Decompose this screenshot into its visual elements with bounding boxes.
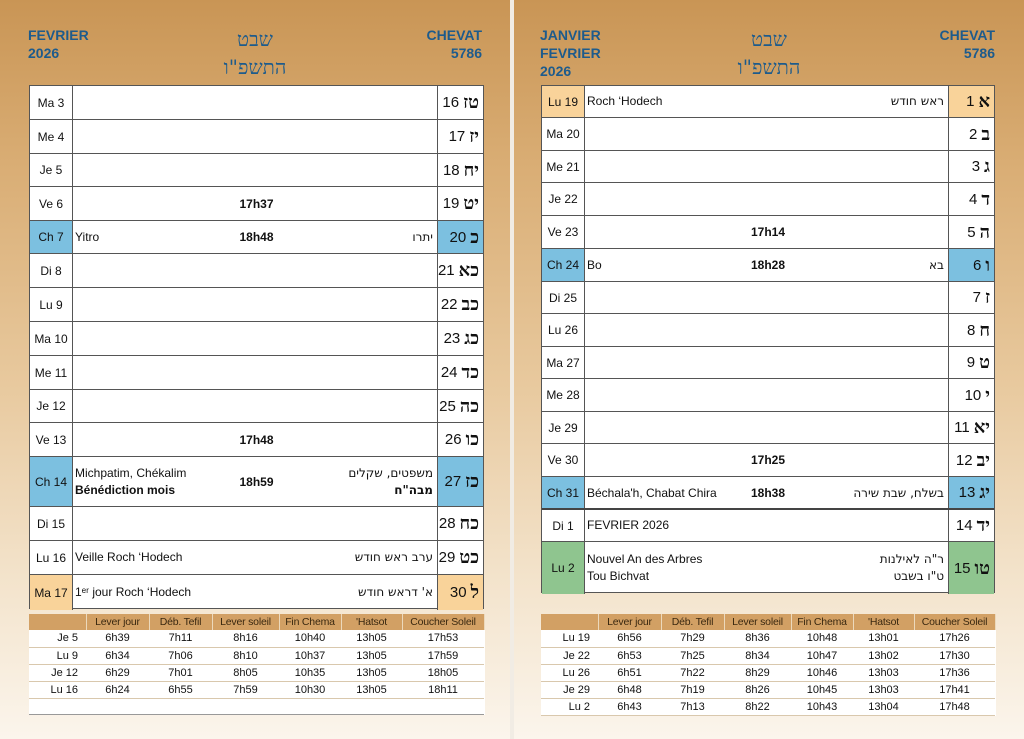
table-cell: 13h05 [341,681,402,698]
hebrew-date [437,423,483,456]
hebrew-date [437,254,483,287]
right-page [514,0,1024,739]
hebrew-day-letters: יג [979,482,990,503]
day-row [30,322,483,356]
hebrew-day-number: 6 [973,256,982,274]
candle-time: 17h25 [750,453,786,467]
event-hebrew: ערב ראש חודש [354,550,433,564]
table-cell: 8h10 [212,647,279,664]
table-cell: 8h29 [724,664,791,681]
event-french: Michpatim, Chékalim [75,466,187,480]
table-cell: 7h06 [149,647,212,664]
table-row [541,647,995,664]
table-cell: 8h16 [212,630,279,647]
hebrew-date [948,282,994,313]
table-cell: Je 29 [541,681,598,698]
hebrew-day-letters: יט [463,193,479,214]
hebrew-date [948,347,994,378]
hebrew-day-number: 22 [440,296,458,313]
weekday-date: Lu 9 [30,288,73,321]
hebrew-date [948,379,994,411]
column-header: Coucher Soleil [402,614,484,630]
event-french: Yitro [75,229,100,244]
day-row [542,216,994,249]
hebrew-date [437,507,483,540]
hebrew-day-number: 12 [955,451,973,469]
table-cell: Je 22 [541,647,598,664]
candle-time: 18h38 [750,485,786,500]
table-row [29,664,484,681]
zmanim-table [541,614,996,716]
event-hebrew: ראש חודש [890,94,944,108]
hebrew-day-number: 13 [958,484,976,501]
table-cell: 13h01 [853,630,914,647]
hebrew-day-letters: טו [974,557,990,579]
day-row [30,154,483,187]
table-cell: 8h36 [724,630,791,647]
column-header: Fin Chema [791,614,853,630]
hebrew-date [437,154,483,186]
table-cell: 7h13 [661,698,724,715]
table-cell: 10h45 [791,681,853,698]
hebrew-day-number: 24 [440,364,458,381]
day-row [30,288,483,322]
column-header [541,614,598,630]
hebrew-day-letters: טז [463,92,479,113]
hebrew-day-number: 30 [449,584,467,601]
weekday-date: Ve 23 [542,216,585,248]
table-cell: 10h40 [279,630,341,647]
event-hebrew-secondary: ט"ו בשבט [893,569,944,583]
event-hebrew: בא [929,257,944,272]
table-cell: 8h34 [724,647,791,664]
event-hebrew-secondary: מבה"ח [394,483,433,497]
table-cell: 8h05 [212,664,279,681]
day-row [30,423,483,457]
table-cell: 6h53 [598,647,661,664]
table-cell: Lu 19 [541,630,598,647]
table-cell: 10h48 [791,630,853,647]
table-cell: 10h35 [279,664,341,681]
table-cell: 17h36 [914,664,995,681]
hebrew-day-number: 18 [442,161,460,179]
hebrew-date [948,510,994,541]
event-hebrew: יתרו [412,229,433,244]
weekday-date: Di 1 [542,510,585,541]
table-cell: 17h59 [402,647,484,664]
table-row [541,664,995,681]
hebrew-day-number: 23 [443,330,461,347]
left-page [0,0,510,739]
hebrew-day-number: 25 [439,397,456,415]
table-row [541,681,995,698]
hebrew-day-number: 15 [953,559,971,577]
table-cell: 10h37 [279,647,341,664]
day-row [542,249,994,282]
weekday-date: Ch 7 [30,221,73,253]
hebrew-date [437,187,483,220]
table-row [29,630,484,647]
weekday-date: Di 8 [30,254,73,287]
table-cell: Je 5 [29,630,86,647]
table-cell: 17h30 [914,647,995,664]
column-header: Lever jour [598,614,661,630]
table-cell: Lu 9 [29,647,86,664]
hebrew-day-letters: ל [470,582,479,603]
weekday-date: Lu 26 [542,314,585,346]
table-cell: 6h48 [598,681,661,698]
hebrew-day-number: 4 [968,190,978,208]
day-row [542,183,994,216]
day-row [542,412,994,444]
hebrew-date [437,322,483,355]
table-cell: 10h43 [791,698,853,715]
table-cell: 17h41 [914,681,995,698]
hebrew-date [437,120,483,153]
month-title: FEVRIER 2026 [28,27,89,61]
hebrew-date [437,390,483,422]
event-french: 1ᵉʳ jour Roch ‘Hodech [75,584,192,599]
candle-time: 18h28 [750,258,786,272]
hebrew-day-letters: כ [470,226,479,248]
day-row [30,221,483,254]
weekday-date: Je 29 [542,412,585,443]
table-cell: 17h48 [914,698,995,715]
hebrew-day-letters: יא [973,417,990,438]
hebrew-day-letters: א [978,91,990,112]
hebrew-day-number: 19 [442,195,460,212]
hebrew-month-latin: CHEVAT 5786 [939,27,995,61]
hebrew-day-letters: ח [979,319,990,341]
hebrew-day-number: 17 [448,128,466,145]
hebrew-date [437,288,483,321]
event-french: Roch ‘Hodech [587,94,663,108]
hebrew-day-number: 20 [449,228,467,246]
weekday-date: Di 25 [542,282,585,313]
table-cell: 7h11 [149,630,212,647]
table-cell: 17h53 [402,630,484,647]
column-header: Lever jour [86,614,149,630]
weekday-date: Me 11 [30,356,73,389]
hebrew-date [437,457,483,506]
hebrew-day-number: 9 [966,354,976,371]
table-cell: 6h39 [86,630,149,647]
event-french: Bo [587,257,602,272]
table-row [29,681,484,698]
zmanim-table [29,614,485,715]
weekday-date: Ve 6 [30,187,73,220]
hebrew-day-number: 29 [438,549,456,566]
event-french: FEVRIER 2026 [587,518,670,532]
hebrew-day-letters: יח [463,159,479,181]
table-cell: 8h26 [724,681,791,698]
hebrew-day-letters: כט [459,547,479,568]
table-header-row [29,614,484,630]
weekday-date: Je 22 [542,183,585,215]
hebrew-day-letters: ג [984,156,990,177]
table-cell: 7h59 [212,681,279,698]
hebrew-day-number: 3 [971,158,981,175]
weekday-date: Di 15 [30,507,73,540]
hebrew-day-letters: ז [984,287,990,308]
weekday-date: Je 5 [30,154,73,186]
hebrew-day-number: 27 [444,473,462,490]
event-hebrew: משפטים, שקלים [348,466,433,480]
hebrew-day-number: 11 [954,419,970,436]
table-row [541,698,995,715]
day-row [30,457,483,507]
day-row [542,444,994,477]
table-cell: 6h29 [86,664,149,681]
hebrew-date [437,356,483,389]
day-row [30,390,483,423]
table-cell: Lu 26 [541,664,598,681]
day-row [542,282,994,314]
hebrew-date [948,86,994,117]
hebrew-day-letters: כא [458,260,479,281]
hebrew-day-number: 26 [444,431,462,448]
hebrew-day-number: 21 [437,262,455,279]
weekday-date: Ma 17 [30,575,73,610]
hebrew-day-number: 16 [442,94,460,111]
table-cell: Je 12 [29,664,86,681]
hebrew-date [437,575,483,610]
table-header-row [541,614,995,630]
weekday-date: Lu 19 [542,86,585,117]
hebrew-day-letters: ה [979,221,990,243]
candle-time: 17h37 [239,196,274,211]
table-cell: 10h47 [791,647,853,664]
table-cell: 18h05 [402,664,484,681]
hebrew-day-number: 1 [966,93,975,110]
table-cell: 7h19 [661,681,724,698]
table-cell: 8h22 [724,698,791,715]
hebrew-date [948,249,994,281]
hebrew-day-number: 2 [968,125,978,143]
weekday-date: Me 28 [542,379,585,411]
day-list [29,85,484,609]
table-cell: 13h02 [853,647,914,664]
day-row [30,575,483,610]
event-french-secondary: Bénédiction mois [75,483,176,497]
day-row [30,541,483,575]
day-row [30,356,483,390]
candle-time: 18h48 [239,230,274,244]
hebrew-day-letters: י [985,384,990,406]
weekday-date: Lu 16 [30,541,73,574]
day-row [30,120,483,154]
hebrew-day-letters: ד [981,188,990,210]
table-cell: 6h56 [598,630,661,647]
hebrew-date [437,221,483,253]
day-row [542,542,994,594]
month-title: JANVIER FEVRIER 2026 [540,27,601,79]
column-header: Coucher Soleil [914,614,995,630]
day-row [30,86,483,120]
table-cell: 6h55 [149,681,212,698]
table-cell: 18h11 [402,681,484,698]
hebrew-day-letters: כד [461,362,479,383]
table-cell: Lu 16 [29,681,86,698]
column-header [29,614,86,630]
weekday-date: Ch 24 [542,249,585,281]
event-hebrew: א' דראש חודש [358,584,433,599]
hebrew-day-letters: ט [979,352,990,373]
table-cell: 6h51 [598,664,661,681]
table-cell: 17h26 [914,630,995,647]
table-cell: 6h34 [86,647,149,664]
column-header: Fin Chema [279,614,341,630]
hebrew-day-letters: יב [976,449,990,471]
candle-time: 18h59 [239,474,274,489]
weekday-date: Me 4 [30,120,73,153]
column-header: Déb. Tefil [149,614,212,630]
hebrew-date [948,444,994,476]
weekday-date: Ve 30 [542,444,585,476]
hebrew-date [948,183,994,215]
event-french: Béchala'h, Chabat Chira [587,485,717,500]
table-cell: 7h22 [661,664,724,681]
weekday-date: Me 21 [542,151,585,182]
hebrew-day-letters: יד [976,515,990,536]
column-header: 'Hatsot [341,614,402,630]
column-header: Lever soleil [212,614,279,630]
hebrew-date [948,542,994,594]
table-cell: 6h43 [598,698,661,715]
hebrew-day-letters: כג [464,328,479,349]
hebrew-date [948,412,994,443]
hebrew-day-letters: ו [985,254,990,276]
table-cell: 13h05 [341,664,402,681]
table-cell: 10h46 [791,664,853,681]
day-row [542,477,994,510]
day-list [541,85,995,593]
table-cell: 6h24 [86,681,149,698]
table-cell: 13h04 [853,698,914,715]
weekday-date: Ch 14 [30,457,73,506]
day-row [542,510,994,542]
hebrew-day-number: 14 [955,517,973,534]
day-row [542,118,994,151]
event-french: Veille Roch ‘Hodech [75,550,183,564]
day-row [30,254,483,288]
hebrew-day-letters: כח [459,513,479,534]
table-cell: 13h05 [341,630,402,647]
hebrew-date [948,118,994,150]
table-cell: 10h30 [279,681,341,698]
hebrew-day-number: 28 [438,515,456,532]
day-row [542,347,994,379]
table-cell: 7h29 [661,630,724,647]
weekday-date: Ma 20 [542,118,585,150]
candle-time: 17h14 [750,225,786,239]
hebrew-date [437,541,483,574]
hebrew-date [948,314,994,346]
event-french-secondary: Tou Bichvat [587,569,650,583]
event-french: Nouvel An des Arbres [587,552,703,566]
hebrew-date [437,86,483,119]
hebrew-day-number: 10 [964,386,982,404]
weekday-date: Lu 2 [542,542,585,594]
table-cell: 13h05 [341,647,402,664]
weekday-date: Ma 10 [30,322,73,355]
day-row [542,314,994,347]
candle-time: 17h48 [239,432,274,447]
hebrew-date [948,151,994,182]
hebrew-date [948,216,994,248]
weekday-date: Ma 27 [542,347,585,378]
hebrew-month-title: שבט התשפ"ו [737,27,801,79]
column-header: 'Hatsot [853,614,914,630]
hebrew-date [948,477,994,508]
day-row [542,379,994,412]
hebrew-month-title: שבט התשפ"ו [223,27,287,79]
weekday-date: Ve 13 [30,423,73,456]
hebrew-month-latin: CHEVAT 5786 [426,27,482,61]
weekday-date: Ma 3 [30,86,73,119]
hebrew-day-number: 8 [967,321,976,339]
table-row-empty [29,698,484,714]
day-row [30,187,483,221]
hebrew-day-letters: כה [459,395,479,417]
weekday-date: Ch 31 [542,477,585,508]
table-cell: 13h03 [853,664,914,681]
table-cell: Lu 2 [541,698,598,715]
event-hebrew: בשלח, שבת שירה [853,485,944,500]
hebrew-day-letters: יז [469,126,479,147]
table-cell: 7h25 [661,647,724,664]
hebrew-day-number: 5 [967,223,976,241]
hebrew-day-letters: כז [465,471,479,492]
event-hebrew: ר"ה לאילנות [879,552,944,566]
weekday-date: Je 12 [30,390,73,422]
column-header: Déb. Tefil [661,614,724,630]
column-header: Lever soleil [724,614,791,630]
hebrew-day-letters: ב [981,123,990,145]
day-row [30,507,483,541]
hebrew-day-letters: כב [461,294,479,315]
hebrew-day-number: 7 [972,289,981,306]
day-row [542,151,994,183]
table-cell: 13h03 [853,681,914,698]
table-cell: 7h01 [149,664,212,681]
table-row [541,630,995,647]
table-row [29,647,484,664]
hebrew-day-letters: כו [465,429,479,450]
day-row [542,86,994,118]
